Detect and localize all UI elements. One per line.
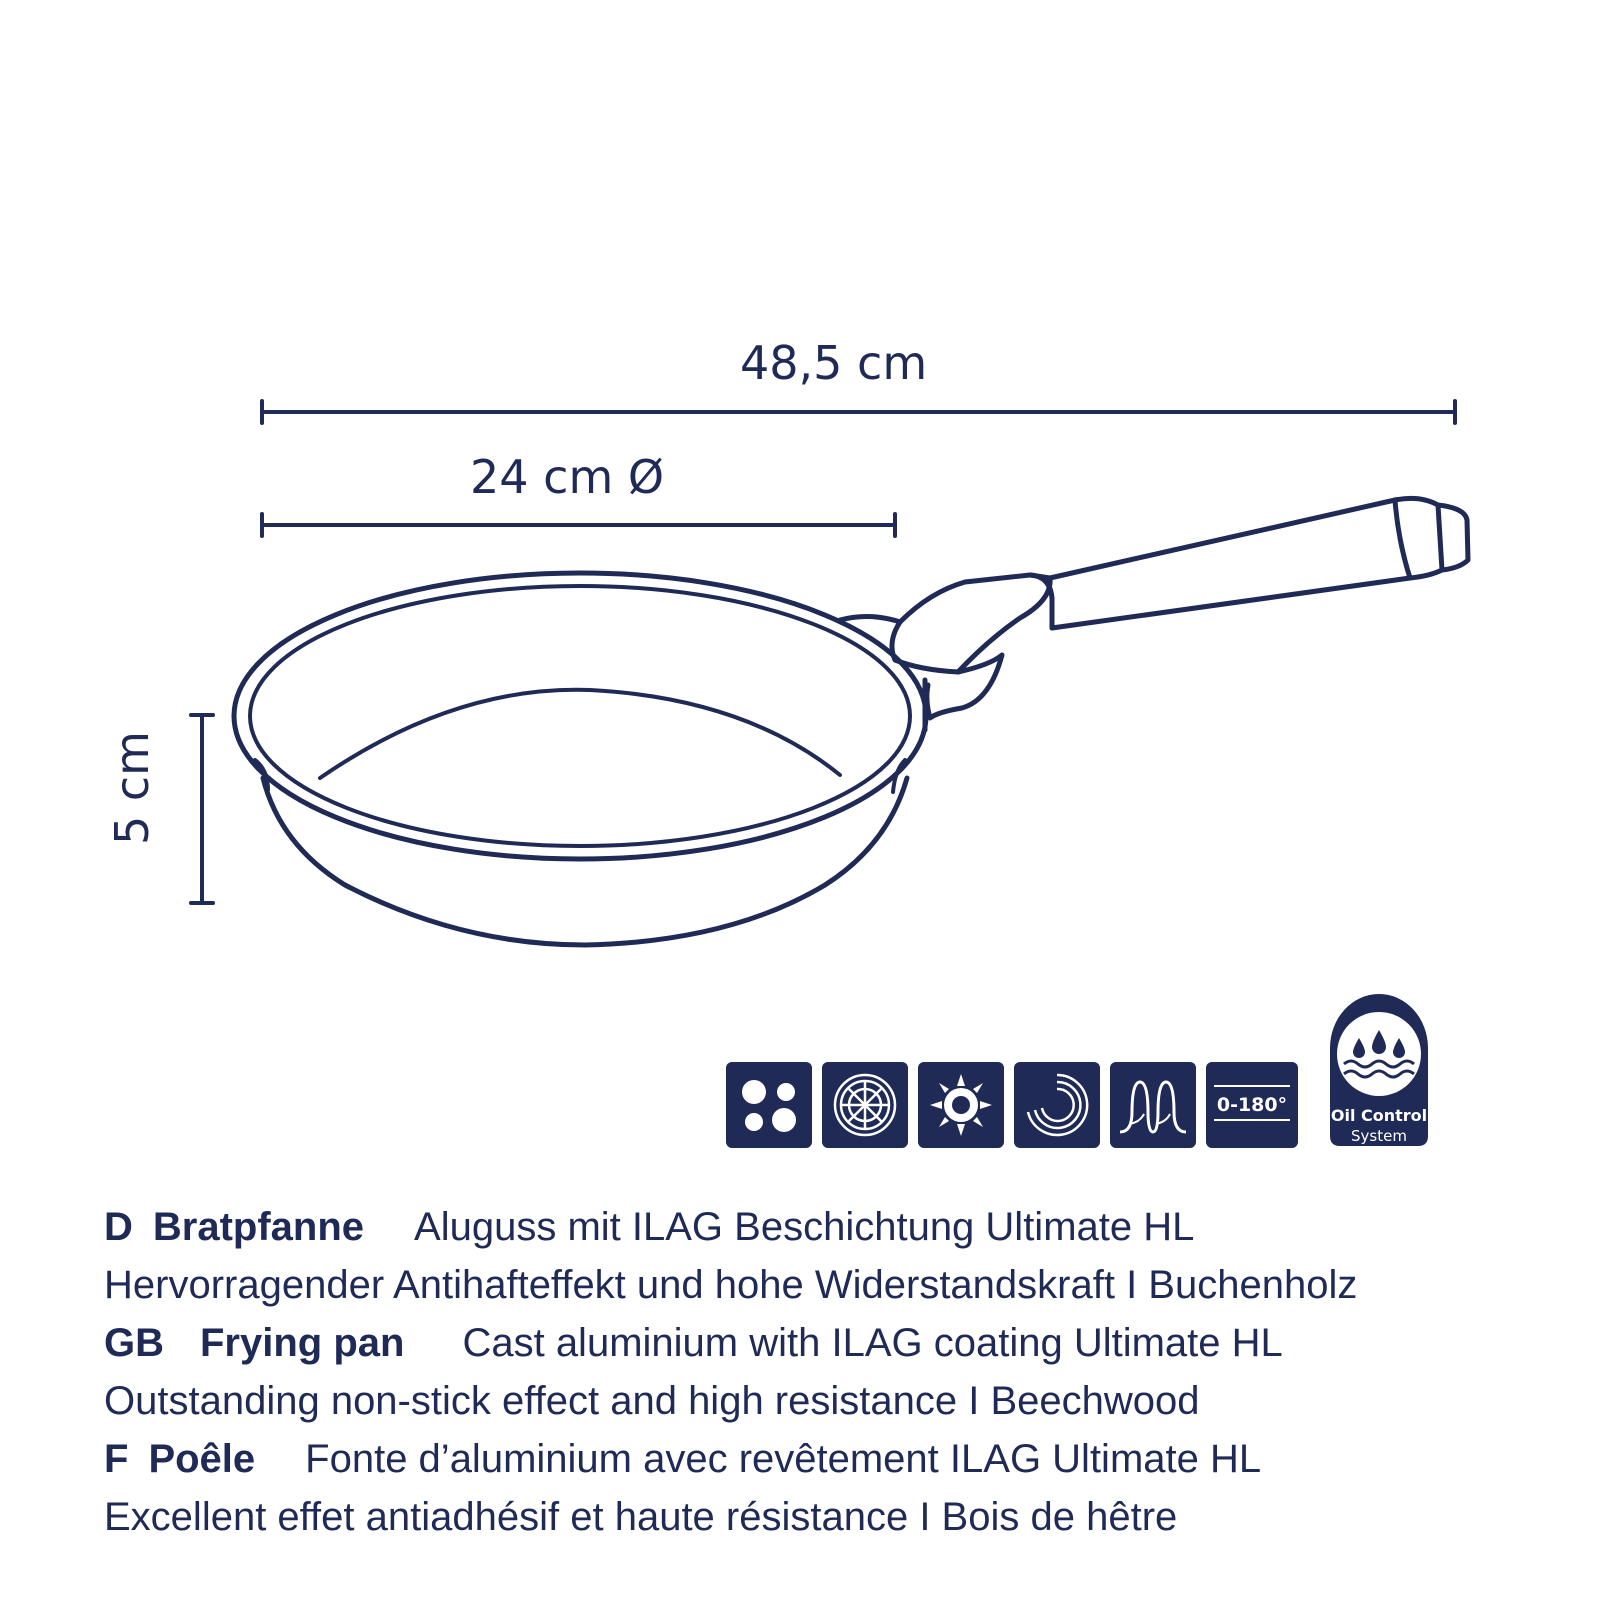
height-dimension-line bbox=[191, 715, 213, 903]
induction-hob-icon bbox=[1110, 1062, 1196, 1148]
halogen-hob-icon bbox=[1014, 1062, 1100, 1148]
language-code: GB bbox=[104, 1321, 164, 1365]
description-de-line2: Hervorragender Antihafteffekt und hohe Widerstandskraft I Buchenholz bbox=[104, 1263, 1358, 1307]
height-dimension-label: 5 cm bbox=[105, 731, 159, 845]
diameter-dimension-line bbox=[262, 514, 895, 536]
description-gb-line2: Outstanding non-stick effect and high resistance I Beechwood bbox=[104, 1379, 1200, 1423]
temperature-range-icon bbox=[1206, 1062, 1298, 1148]
language-code: D bbox=[104, 1205, 133, 1249]
description-f-line2: Excellent effet antiadhésif et haute résistance I Bois de hêtre bbox=[104, 1495, 1178, 1539]
oil-control-label bbox=[1324, 1106, 1434, 1146]
pan-handle bbox=[840, 498, 1468, 730]
length-dimension-label: 48,5 cm bbox=[740, 336, 928, 390]
electric-hob-icon bbox=[726, 1062, 812, 1148]
oil-control-line1: Oil Control bbox=[1330, 1106, 1428, 1125]
pan-body bbox=[234, 573, 926, 945]
length-dimension-line bbox=[262, 401, 1455, 423]
description-de-line1 bbox=[104, 1198, 1564, 1256]
description-text: Aluguss mit ILAG Beschichtung Ultimate HL bbox=[414, 1205, 1195, 1249]
product-descriptions bbox=[104, 1198, 1564, 1546]
product-name: Frying pan bbox=[200, 1321, 405, 1365]
description-text: Cast aluminium with ILAG coating Ultimate HL bbox=[462, 1321, 1283, 1365]
diameter-dimension-label: 24 cm Ø bbox=[470, 450, 665, 504]
description-text: Fonte d’aluminium avec revêtement ILAG Ultimate HL bbox=[305, 1437, 1262, 1481]
oil-control-line2: System bbox=[1351, 1127, 1407, 1145]
ceramic-hob-icon bbox=[822, 1062, 908, 1148]
description-f-line1 bbox=[104, 1430, 1564, 1488]
product-name: Poêle bbox=[148, 1437, 256, 1481]
description-gb-line1 bbox=[104, 1314, 1564, 1372]
language-code: F bbox=[104, 1437, 129, 1481]
temperature-range-label: 0-180° bbox=[1216, 1094, 1288, 1116]
gas-hob-icon bbox=[918, 1062, 1004, 1148]
product-name: Bratpfanne bbox=[152, 1205, 365, 1249]
